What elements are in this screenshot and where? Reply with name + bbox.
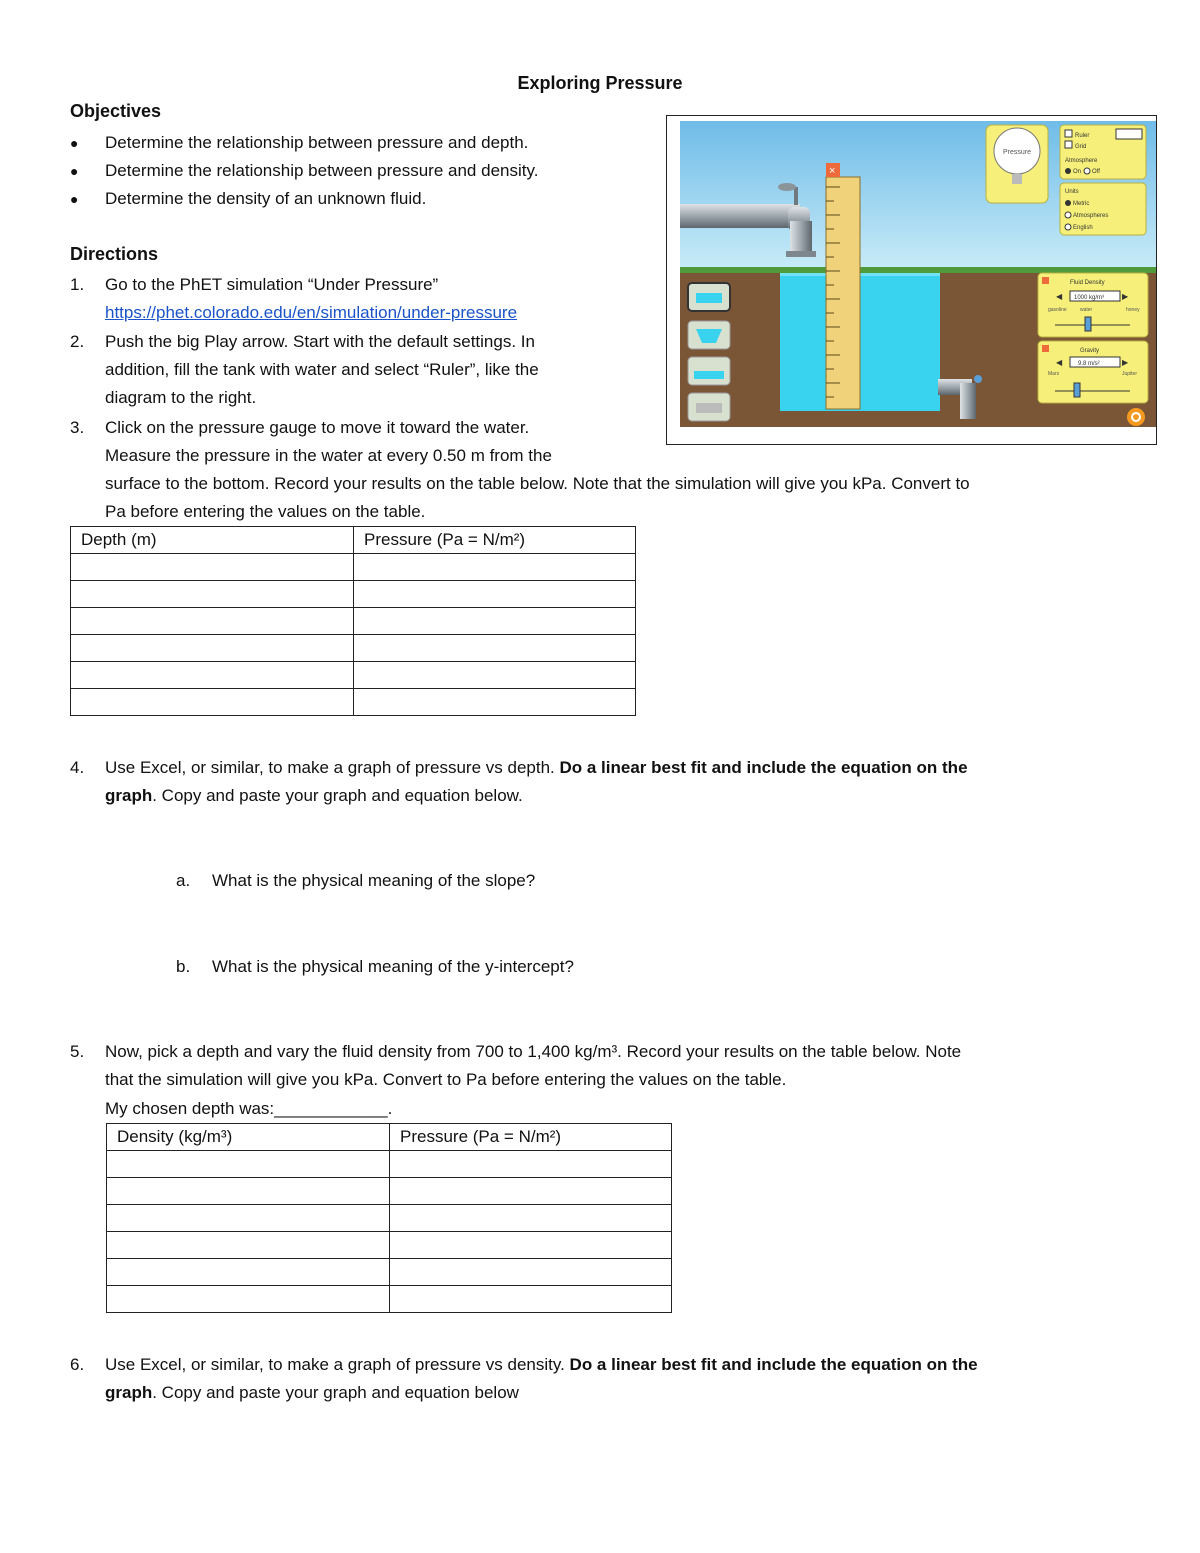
ruler: [826, 177, 860, 409]
question-slope: What is the physical meaning of the slope?: [212, 871, 536, 890]
arrow-left-icon[interactable]: ◀: [1056, 358, 1063, 367]
table-cell[interactable]: [390, 1259, 672, 1286]
step-number: 5.: [70, 1042, 85, 1061]
bullet-icon: ●: [70, 135, 79, 151]
depth-pressure-table: [70, 526, 636, 716]
option-ruler-label: Ruler: [1075, 133, 1090, 139]
on-label: On: [1073, 169, 1082, 175]
honey-label: honey: [1126, 307, 1140, 313]
density-pressure-table: [106, 1123, 672, 1313]
table-cell[interactable]: [71, 662, 354, 689]
step-5-line: Now, pick a depth and vary the fluid density from 700 to 1,400 kg/m³. Record your results on the table below. Note: [105, 1042, 962, 1061]
step-3-line: surface to the bottom. Record your results on the table below. Note that the simulation will give you kPa. Convert to: [105, 474, 970, 493]
atm-on-radio[interactable]: [1065, 168, 1071, 174]
atmospheres-label: Atmospheres: [1073, 213, 1109, 219]
step-number: 1.: [70, 275, 85, 294]
step-number: 6.: [70, 1355, 85, 1374]
english-label: English: [1073, 225, 1093, 231]
mars-label: Mars: [1048, 371, 1060, 377]
step-2-line: diagram to the right.: [105, 388, 257, 407]
table-cell[interactable]: [390, 1205, 672, 1232]
table-header: Pressure (Pa = N/m²): [354, 527, 636, 554]
fluid-density-value: 1000 kg/m³: [1074, 295, 1105, 301]
option-grid-label: Grid: [1075, 144, 1087, 150]
atm-off-radio[interactable]: [1084, 168, 1090, 174]
table-cell[interactable]: [354, 689, 636, 716]
table-row: [71, 635, 636, 662]
arrow-right-icon[interactable]: ▶: [1122, 292, 1129, 301]
metric-label: Metric: [1073, 201, 1090, 207]
gauge-label[interactable]: Pressure: [1003, 149, 1032, 156]
density-slider-thumb[interactable]: [1085, 317, 1091, 331]
table-cell[interactable]: [390, 1286, 672, 1313]
units-label: Units: [1065, 189, 1079, 195]
table-header: Pressure (Pa = N/m²): [390, 1124, 672, 1151]
sub-letter: a.: [176, 871, 191, 890]
arrow-left-icon[interactable]: ◀: [1056, 292, 1063, 301]
table-row: [71, 689, 636, 716]
step-3-line: Click on the pressure gauge to move it toward the water.: [105, 418, 530, 437]
table-row: [107, 1232, 672, 1259]
table-cell[interactable]: [354, 635, 636, 662]
table-cell[interactable]: [107, 1178, 390, 1205]
gravity-label: Gravity: [1080, 348, 1100, 354]
metric-radio[interactable]: [1065, 200, 1071, 206]
sub-letter: b.: [176, 957, 191, 976]
off-label: Off: [1092, 169, 1100, 175]
step-3-line: Pa before entering the values on the table.: [105, 502, 426, 521]
table-row: [71, 581, 636, 608]
simulation-screenshot: [680, 121, 1156, 427]
svg-text:×: ×: [829, 165, 836, 177]
atmospheres-radio[interactable]: [1065, 212, 1071, 218]
step-5-line: that the simulation will give you kPa. Convert to Pa before entering the values on the table.: [105, 1070, 787, 1089]
table-cell[interactable]: [354, 608, 636, 635]
step-number: 4.: [70, 758, 85, 777]
english-radio[interactable]: [1065, 224, 1071, 230]
table-cell[interactable]: [390, 1232, 672, 1259]
table-cell[interactable]: [390, 1178, 672, 1205]
gasoline-label: gasoline: [1048, 307, 1067, 313]
table-cell[interactable]: [354, 662, 636, 689]
table-cell[interactable]: [107, 1286, 390, 1313]
step-2-line: Push the big Play arrow. Start with the default settings. In: [105, 332, 535, 351]
faucet-pipe: [680, 204, 800, 228]
step-number: 2.: [70, 332, 85, 351]
table-row: [71, 554, 636, 581]
step-2-line: addition, fill the tank with water and select “Ruler”, like the: [105, 360, 539, 379]
table-cell[interactable]: [71, 635, 354, 662]
table-cell[interactable]: [71, 608, 354, 635]
step-number: 3.: [70, 418, 85, 437]
step-1-text: Go to the PhET simulation “Under Pressure”: [105, 275, 439, 294]
table-cell[interactable]: [71, 581, 354, 608]
question-intercept: What is the physical meaning of the y-intercept?: [212, 957, 574, 976]
table-row: [71, 608, 636, 635]
grid-checkbox[interactable]: [1065, 141, 1072, 148]
table-cell[interactable]: [354, 554, 636, 581]
page-title: Exploring Pressure: [517, 73, 683, 93]
table-cell[interactable]: [390, 1151, 672, 1178]
jupiter-label: Jupiter: [1122, 371, 1138, 377]
objective-item: Determine the relationship between pressure and depth.: [105, 133, 529, 152]
bullet-icon: ●: [70, 163, 79, 179]
bullet-icon: ●: [70, 191, 79, 207]
gravity-value: 9.8 m/s²: [1078, 361, 1100, 367]
table-cell[interactable]: [107, 1232, 390, 1259]
fluid-density-label: Fluid Density: [1070, 280, 1105, 286]
objective-item: Determine the density of an unknown fluid.: [105, 189, 427, 208]
table-cell[interactable]: [71, 689, 354, 716]
atmosphere-label: Atmosphere: [1065, 158, 1098, 164]
ruler-checkbox[interactable]: [1065, 130, 1072, 137]
table-row: [107, 1259, 672, 1286]
directions-heading: Directions: [70, 244, 159, 264]
objective-item: Determine the relationship between pressure and density.: [105, 161, 539, 180]
table-header: Density (kg/m³): [107, 1124, 390, 1151]
table-cell[interactable]: [354, 581, 636, 608]
table-row: [107, 1205, 672, 1232]
gravity-slider-thumb[interactable]: [1074, 383, 1080, 397]
objectives-heading: Objectives: [70, 101, 162, 121]
arrow-right-icon[interactable]: ▶: [1122, 358, 1129, 367]
step-4-line-1: Use Excel, or similar, to make a graph of pressure vs depth. Do a linear best fit and include the equation on the: [105, 758, 968, 777]
table-cell[interactable]: [107, 1151, 390, 1178]
table-row: [71, 662, 636, 689]
table-cell[interactable]: [71, 554, 354, 581]
table-row: [107, 1286, 672, 1313]
phet-link[interactable]: https://phet.colorado.edu/en/simulation/under-pressure: [105, 303, 518, 322]
table-row: [107, 1151, 672, 1178]
step-3-line: Measure the pressure in the water at every 0.50 m from the: [105, 446, 552, 465]
step-6-line-1: Use Excel, or similar, to make a graph of pressure vs density. Do a linear best fit and include the equation on the: [105, 1355, 978, 1374]
table-row: [107, 1178, 672, 1205]
table-cell[interactable]: [107, 1259, 390, 1286]
reset-icon[interactable]: [1127, 408, 1145, 426]
table-header: Depth (m): [71, 527, 354, 554]
step-6-line-2: graph. Copy and paste your graph and equation below: [105, 1383, 519, 1402]
zoom-buttons[interactable]: [1116, 129, 1142, 139]
step-4-line-2: graph. Copy and paste your graph and equation below.: [105, 786, 523, 805]
table-cell[interactable]: [107, 1205, 390, 1232]
water-label: water: [1080, 307, 1093, 313]
chosen-depth-line: My chosen depth was:____________.: [105, 1099, 393, 1118]
